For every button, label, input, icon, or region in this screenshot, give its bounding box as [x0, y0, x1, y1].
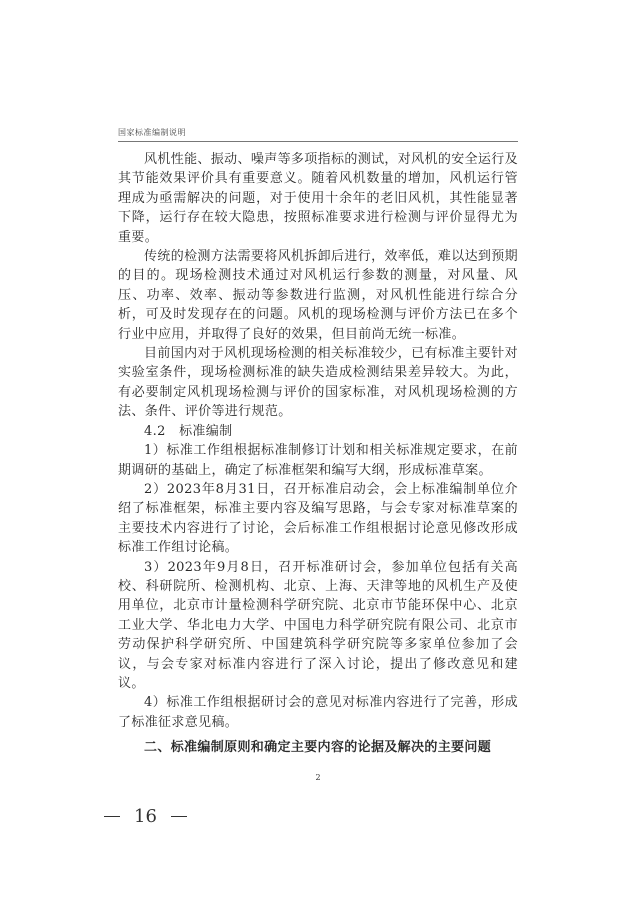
list-item: 1）标准工作组根据标准制修订计划和相关标准规定要求，在前期调研的基础上，确定了标准框架和编写大纲，形成标准草案。	[118, 443, 518, 478]
list-item: 4）标准工作组根据研讨会的意见对标准内容进行了完善，形成了标准征求意见稿。	[118, 695, 518, 730]
running-header: 国家标准编制说明	[118, 128, 186, 137]
list-item: 3）2023年9月8日，召开标准研讨会，参加单位包括有关高校、科研院所、检测机构、北京、上海、天津等地的风机生产及使用单位，北京市计量检测科学研究院、北京市节能环保中心、北京工业大学、华北电力大学、中国电力科学研究院有限公司、北京市劳动保护科学研究所、中国建筑科学研究院等多家单位参加了会议，与会专家对标准内容进行了深入讨论，提出了修改意见和建议。	[118, 559, 518, 691]
paragraph: 风机性能、振动、噪声等多项指标的测试，对风机的安全运行及其节能效果评价具有重要意义。随着风机数量的增加，风机运行管理成为亟需解决的问题，对于使用十余年的老旧风机，其性能显著下降，运行存在较大隐患，按照标准要求进行检测与评价显得尤为重要。	[118, 152, 518, 245]
list-item: 2）2023年8月31日，召开标准启动会，会上标准编制单位介绍了标准框架，标准主要内容及编写思路，与会专家对标准草案的主要技术内容进行了讨论，会后标准工作组根据讨论意见修改形成标准工作组讨论稿。	[118, 481, 518, 556]
body-text	[118, 150, 518, 758]
header-divider	[118, 141, 518, 142]
chapter-heading: 二、标准编制原则和确定主要内容的论据及解决的主要问题	[144, 740, 492, 756]
folio-dash-right	[171, 816, 187, 817]
folio-number: 16	[134, 806, 157, 827]
paragraph: 目前国内对于风机现场检测的相关标准较少，已有标准主要针对实验室条件，现场检测标准的缺失造成检测结果差异较大。为此，有必要制定风机现场检测与评价的国家标准，对风机现场检测的方法、条件、评价等进行规范。	[118, 346, 518, 420]
paragraph: 传统的检测方法需要将风机拆卸后进行，效率低，难以达到预期的目的。现场检测技术通过对风机运行参数的测量，对风量、风压、功率、效率、振动等参数进行监测，对风机性能进行综合分析，可及时发现存在的问题。风机的现场检测与评价方法已在多个行业中应用，并取得了良好的效果，但目前尚无统一标准。	[118, 249, 518, 342]
inner-page-number: 2	[315, 773, 321, 782]
folio	[90, 806, 201, 827]
folio-dash-left	[104, 816, 120, 817]
section-heading: 4.2 标准编制	[144, 423, 233, 439]
